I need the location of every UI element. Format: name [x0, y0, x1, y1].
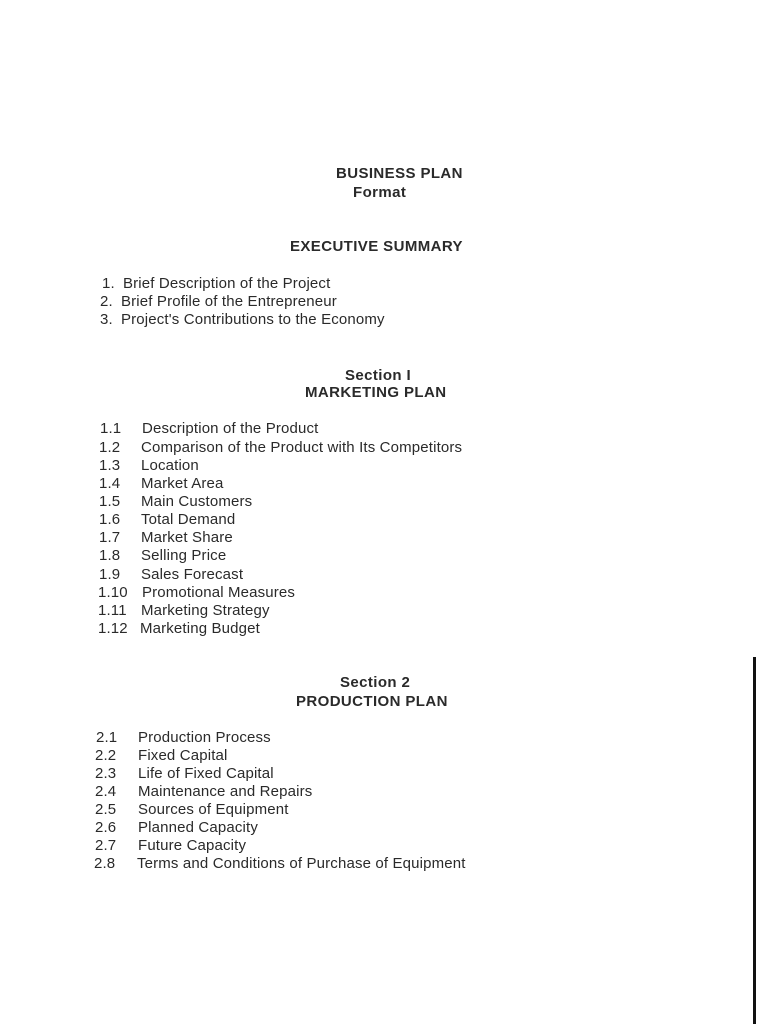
item-text: Planned Capacity: [138, 819, 258, 836]
marketing-item: [99, 529, 233, 547]
item-number: 1.12: [98, 620, 128, 637]
item-text: Selling Price: [141, 547, 227, 564]
marketing-item: [99, 457, 199, 475]
marketing-item: [100, 420, 319, 438]
item-number: 2.2: [95, 747, 117, 764]
executive-summary-item: [100, 311, 385, 329]
marketing-item: [99, 511, 235, 529]
section-2-label: Section 2: [340, 674, 411, 691]
executive-summary-item: [100, 293, 337, 311]
production-item: [96, 729, 271, 747]
marketing-item: [98, 620, 260, 638]
marketing-item: [98, 584, 295, 602]
item-number: 2.8: [94, 855, 116, 872]
item-number: 1.9: [99, 566, 121, 583]
item-number: 1.1: [100, 420, 122, 437]
item-number: 2.6: [95, 819, 117, 836]
item-text: Terms and Conditions of Purchase of Equipment: [137, 855, 466, 872]
production-item: [94, 855, 466, 873]
item-number: 1.: [102, 275, 115, 292]
item-text: Life of Fixed Capital: [138, 765, 274, 782]
item-text: Future Capacity: [138, 837, 247, 854]
item-text: Marketing Budget: [140, 620, 260, 637]
production-item: [95, 783, 312, 801]
document-subtitle: Format: [353, 184, 407, 201]
marketing-item: [99, 547, 226, 565]
item-number: 1.3: [99, 457, 121, 474]
item-text: Comparison of the Product with Its Competitors: [141, 439, 463, 456]
item-number: 1.6: [99, 511, 121, 528]
item-number: 2.3: [95, 765, 117, 782]
item-number: 1.10: [98, 584, 128, 601]
item-text: Location: [141, 457, 199, 474]
document-title: BUSINESS PLAN: [336, 165, 463, 182]
item-number: 1.11: [98, 602, 127, 619]
executive-summary-item: [102, 275, 330, 293]
item-text: Brief Profile of the Entrepreneur: [121, 293, 337, 310]
item-number: 1.5: [99, 493, 121, 510]
production-item: [95, 819, 258, 837]
marketing-item: [99, 566, 243, 584]
item-text: Sales Forecast: [141, 566, 244, 583]
marketing-item: [99, 439, 462, 457]
item-text: Maintenance and Repairs: [138, 783, 313, 800]
item-number: 1.4: [99, 475, 121, 492]
item-number: 2.: [100, 293, 113, 310]
item-number: 2.7: [95, 837, 117, 854]
marketing-item: [99, 493, 252, 511]
item-number: 3.: [100, 311, 113, 328]
item-text: Project's Contributions to the Economy: [121, 311, 385, 328]
section-1-label: Section I: [345, 367, 412, 384]
production-item: [95, 837, 246, 855]
item-text: Main Customers: [141, 493, 253, 510]
item-number: 1.7: [99, 529, 121, 546]
page-edge-rule: [753, 657, 756, 1024]
marketing-item: [99, 475, 224, 493]
item-text: Market Area: [141, 475, 224, 492]
item-number: 1.2: [99, 439, 121, 456]
item-text: Market Share: [141, 529, 233, 546]
executive-summary-heading: EXECUTIVE SUMMARY: [290, 238, 463, 255]
section-1-heading: MARKETING PLAN: [305, 384, 447, 401]
section-2-heading: PRODUCTION PLAN: [296, 693, 448, 710]
item-text: Brief Description of the Project: [123, 275, 331, 292]
production-item: [95, 765, 274, 783]
production-item: [95, 747, 228, 765]
item-number: 1.8: [99, 547, 121, 564]
item-text: Promotional Measures: [142, 584, 296, 601]
item-text: Description of the Product: [142, 420, 319, 437]
marketing-item: [98, 602, 270, 620]
item-text: Fixed Capital: [138, 747, 228, 764]
item-text: Total Demand: [141, 511, 236, 528]
item-number: 2.5: [95, 801, 117, 818]
item-text: Sources of Equipment: [138, 801, 289, 818]
production-item: [95, 801, 289, 819]
item-number: 2.4: [95, 783, 117, 800]
item-text: Marketing Strategy: [141, 602, 270, 619]
item-number: 2.1: [96, 729, 118, 746]
item-text: Production Process: [138, 729, 271, 746]
